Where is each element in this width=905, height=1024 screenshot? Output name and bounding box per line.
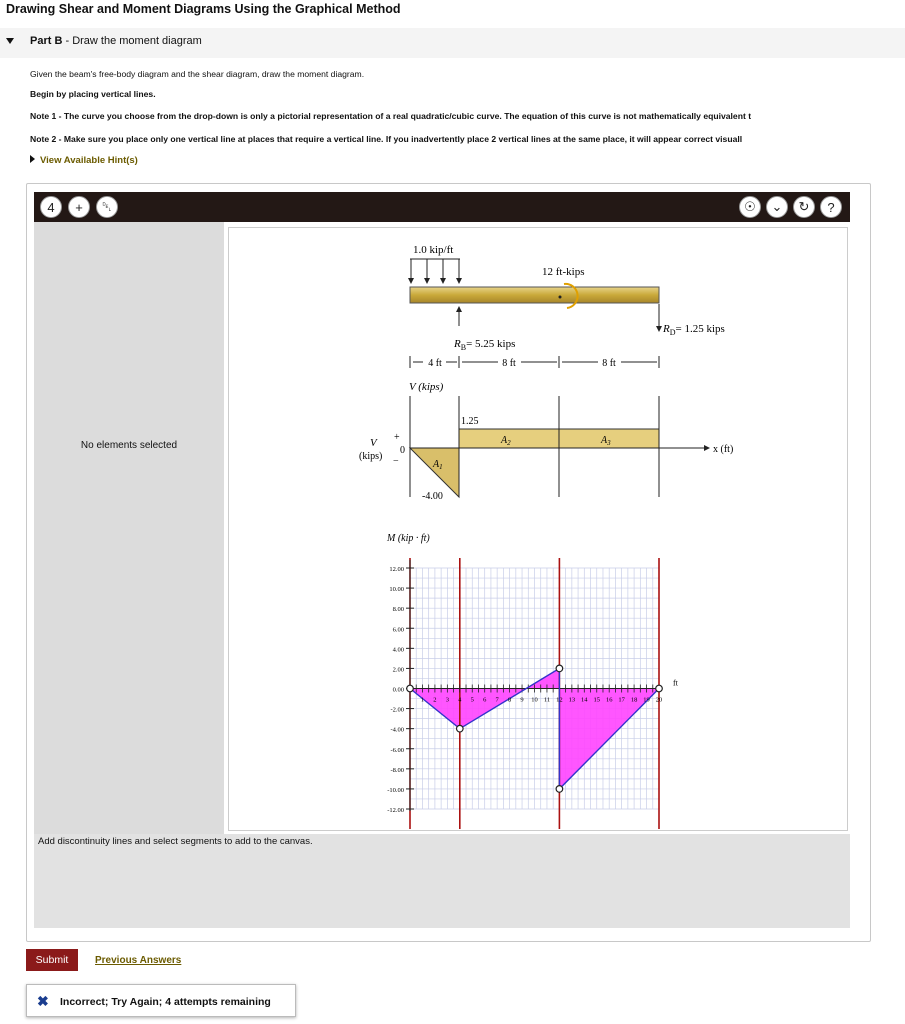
shear-title: V (kips)	[409, 381, 444, 393]
shear-area-1	[410, 448, 459, 497]
feedback-status: Incorrect; Try Again;	[60, 996, 163, 1008]
x-tick-label: 13	[568, 696, 576, 704]
shear-axis-units: (kips)	[359, 451, 383, 462]
view-hints-link[interactable]	[30, 155, 138, 166]
feedback-box	[26, 984, 296, 1017]
moment-point	[559, 296, 562, 299]
x-tick-label: 7	[495, 696, 499, 704]
add-discontinuity-button[interactable]	[40, 196, 62, 218]
y-tick-label: 10.00	[389, 586, 404, 594]
hint-button[interactable]	[739, 196, 761, 218]
x-tick-label: 4	[458, 696, 462, 704]
x-tick-label: 20	[655, 696, 663, 704]
help-icon: ?	[827, 199, 835, 215]
moment-label: 12 ft-kips	[542, 266, 585, 278]
x-tick-label: 8	[507, 696, 512, 704]
hint-bulb-icon: ☉	[744, 199, 756, 214]
dim-label: 4 ft	[428, 358, 442, 369]
area-label-1: $A_1$	[433, 459, 443, 471]
part-id: Part B	[30, 35, 63, 47]
x-tick-label: 17	[618, 696, 625, 704]
y-tick-label: 0.00	[392, 686, 404, 694]
moment-point[interactable]	[407, 685, 414, 692]
selection-status: No elements selected	[80, 440, 178, 451]
x-tick-label: 6	[483, 696, 487, 704]
y-tick-label: -4.00	[390, 726, 404, 734]
view-hints-label: View Available Hint(s)	[40, 155, 138, 166]
shear-axis-v: V	[370, 437, 377, 449]
dim-label: 8 ft	[502, 358, 516, 369]
area-label-2: $A_2$	[501, 435, 511, 447]
part-separator: -	[62, 35, 73, 47]
diagram-svg[interactable]	[229, 228, 847, 830]
y-tick-label: 2.00	[392, 666, 404, 674]
x-axis-unit: ft	[673, 678, 678, 688]
x-tick-label: 2	[433, 696, 437, 704]
reaction-d-label: $R_D= 1.25$ kips	[663, 323, 725, 337]
feedback-attempts: 4 attempts remaining	[162, 996, 271, 1008]
y-tick-label: 6.00	[392, 626, 404, 634]
shear-value-pos: 1.25	[461, 416, 479, 427]
x-tick-label: 10	[531, 696, 538, 704]
add-icon: +	[75, 199, 83, 215]
shear-minus: −	[393, 456, 399, 467]
y-tick-label: -8.00	[390, 766, 404, 774]
moment-point[interactable]	[656, 685, 663, 692]
shear-x-label: x (ft)	[713, 444, 734, 455]
beam	[410, 287, 659, 303]
reset-button[interactable]	[793, 196, 815, 218]
feedback-message	[60, 996, 271, 1008]
note-1: Note 1 - The curve you choose from the drop-down is only a pictorial representation of a real quadratic/cubic curve. The equation of this curve is not mathematically equivalent t	[30, 111, 752, 121]
dim-label: 8 ft	[602, 358, 616, 369]
shear-plus: +	[394, 432, 400, 443]
x-tick-label: 12	[556, 696, 563, 704]
load-label: 1.0 kip/ft	[413, 244, 454, 256]
chevron-down-icon: ⌄	[771, 199, 783, 214]
y-tick-label: 12.00	[389, 566, 404, 573]
beam-diagram	[410, 244, 725, 369]
part-title: Draw the moment diagram	[72, 35, 202, 47]
moment-point[interactable]	[556, 786, 563, 793]
drawing-canvas[interactable]	[228, 227, 848, 831]
shear-zero: 0	[400, 445, 405, 456]
canvas-instruction: Add discontinuity lines and select segments to add to the canvas.	[38, 836, 313, 847]
x-tick-label: 15	[593, 696, 600, 704]
incorrect-icon: ✖	[37, 993, 49, 1009]
x-tick-label: 5	[470, 696, 474, 704]
collapse-caret-icon[interactable]	[6, 38, 14, 44]
shear-value-neg: -4.00	[422, 491, 443, 502]
x-tick-label: 14	[581, 696, 588, 704]
moment-point[interactable]	[457, 725, 464, 732]
delete-icon: ␡	[101, 199, 113, 214]
dropdown-button[interactable]	[766, 196, 788, 218]
x-tick-label: 19	[643, 696, 650, 704]
moment-point[interactable]	[556, 665, 563, 672]
shear-diagram	[359, 381, 733, 502]
area-label-3: $A_3$	[601, 435, 611, 447]
side-panel	[34, 222, 224, 834]
reaction-b-label: $R_B= 5.25$ kips	[454, 338, 516, 352]
y-tick-label: -10.00	[387, 786, 404, 794]
page-title: Drawing Shear and Moment Diagrams Using the Graphical Method	[6, 2, 401, 16]
x-tick-label: 9	[520, 696, 524, 704]
help-button[interactable]	[820, 196, 842, 218]
moment-chart-title: M (kip · ft)	[387, 533, 430, 544]
bottom-panel	[34, 834, 850, 928]
x-tick-label: 1	[420, 696, 425, 704]
y-tick-label: -12.00	[387, 807, 404, 814]
y-tick-label: 4.00	[392, 646, 404, 654]
x-tick-label: 16	[605, 696, 613, 704]
note-2: Note 2 - Make sure you place only one vertical line at places that require a vertical line. If you inadvertently place 2 vertical lines at the same place, it will appear correct visuall	[30, 134, 743, 144]
submit-button[interactable]: Submit	[26, 949, 78, 971]
y-tick-label: -2.00	[390, 706, 404, 714]
y-tick-label: 8.00	[392, 606, 404, 614]
instruction-intro: Given the beam's free-body diagram and the shear diagram, draw the moment diagram.	[30, 69, 365, 79]
reset-icon: ↻	[798, 199, 810, 214]
part-label	[30, 35, 202, 47]
toolbar	[34, 192, 850, 222]
x-tick-label: 3	[445, 696, 449, 704]
y-tick-label: -6.00	[390, 746, 404, 754]
x-tick-label: 18	[630, 696, 638, 704]
previous-answers-link[interactable]: Previous Answers	[95, 955, 182, 966]
add-button[interactable]	[68, 196, 90, 218]
moment-chart[interactable]	[386, 533, 679, 829]
instruction-begin: Begin by placing vertical lines.	[30, 89, 156, 99]
add-discontinuity-icon: 4	[47, 199, 55, 215]
x-tick-label: 11	[543, 696, 551, 704]
expand-arrow-icon	[30, 155, 35, 163]
delete-button[interactable]	[96, 196, 118, 218]
